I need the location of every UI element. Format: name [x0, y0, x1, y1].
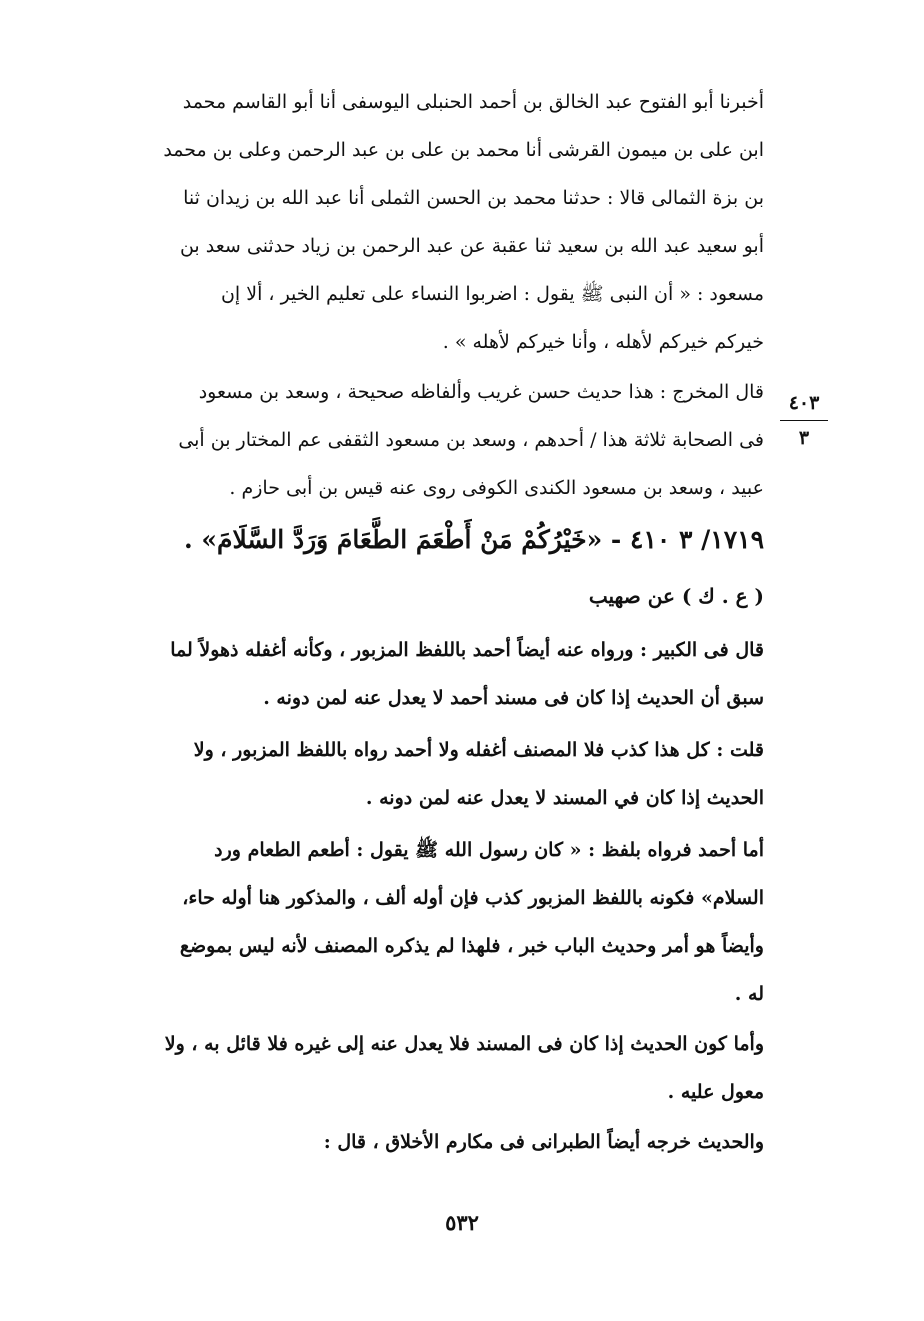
text-line: قال فى الكبير : ورواه عنه أيضاً أحمد باللفظ المزبور ، وكأنه أغفله ذهولاً لما: [170, 639, 764, 661]
text-line: أخبرنا أبو الفتوح عبد الخالق بن أحمد الحنبلى اليوسفى أنا أبو القاسم محمد: [182, 91, 764, 113]
margin-page-note: [776, 390, 832, 451]
text-line: السلام» فكونه باللفظ المزبور كذب فإن أوله ألف ، والمذكور هنا أوله حاء،: [182, 887, 764, 909]
tabarani-paragraph: [104, 1118, 764, 1166]
text-line: بن بزة الثمالى قالا : حدثنا محمد بن الحسن الثملى أنا عبد الله بن زيدان ثنا: [183, 187, 764, 209]
isnad-paragraph: [104, 78, 764, 366]
text-line: معول عليه .: [667, 1081, 764, 1103]
margin-note-top: ٤٠٣: [788, 392, 820, 414]
mukharrij-paragraph: [104, 368, 764, 512]
hadith-heading: ١٧١٩/ ٣ ٤١٠ - «خَيْرُكُمْ مَنْ أَطْعَمَ الطَّعَامَ وَرَدَّ السَّلَامَ» .: [183, 525, 764, 554]
text-line: سبق أن الحديث إذا كان فى مسند أحمد لا يعدل عنه لمن دونه .: [263, 687, 764, 709]
text-line: أبو سعيد عبد الله بن سعيد ثنا عقبة عن عبد الرحمن بن زياد حدثنى سعد بن: [179, 235, 764, 257]
margin-note-rule: [780, 420, 828, 421]
text-line: له .: [734, 983, 764, 1005]
hadith-heading-block: [104, 512, 764, 568]
hadith-source: ( ع . ك ) عن صهيب: [588, 584, 764, 608]
text-line: فى الصحابة ثلاثة هذا / أحدهم ، وسعد بن مسعود الثقفى عم المختار بن أبى: [178, 429, 764, 451]
text-line: الحديث إذا كان في المسند لا يعدل عنه لمن دونه .: [365, 787, 764, 809]
page-number: ٥٣٢: [445, 1210, 479, 1235]
text-line: قال المخرج : هذا حديث حسن غريب وألفاظه صحيحة ، وسعد بن مسعود: [198, 381, 764, 403]
qultu-paragraph: [104, 726, 764, 822]
margin-note-bottom: ٣: [798, 427, 810, 449]
text-line: عبيد ، وسعد بن مسعود الكندى الكوفى روى عنه قيس بن أبى حازم .: [229, 477, 764, 499]
source-block: [104, 572, 764, 620]
text-line: وأما كون الحديث إذا كان فى المسند فلا يعدل عنه إلى غيره فلا قائل به ، ولا: [164, 1033, 764, 1055]
text-line: ابن على بن ميمون القرشى أنا محمد بن على بن عبد الرحمن وعلى بن محمد: [163, 139, 764, 161]
kawn-paragraph: [104, 1020, 764, 1116]
text-line: مسعود : « أن النبى ﷺ يقول : اضربوا النساء على تعليم الخير ، ألا إن: [220, 283, 764, 305]
text-line: والحديث خرجه أيضاً الطبرانى فى مكارم الأخلاق ، قال :: [323, 1131, 764, 1153]
text-line: وأيضاً هو أمر وحديث الباب خبر ، فلهذا لم يذكره المصنف لأنه ليس بموضع: [179, 935, 764, 957]
text-line: خيركم خيركم لأهله ، وأنا خيركم لأهله » .: [442, 331, 764, 353]
ahmad-paragraph: [104, 826, 764, 1018]
kabir-paragraph: [104, 626, 764, 722]
text-line: قلت : كل هذا كذب فلا المصنف أغفله ولا أحمد رواه باللفظ المزبور ، ولا: [193, 739, 764, 761]
text-line: أما أحمد فرواه بلفظ : « كان رسول الله ﷺ يقول : أطعم الطعام ورد: [214, 839, 764, 861]
